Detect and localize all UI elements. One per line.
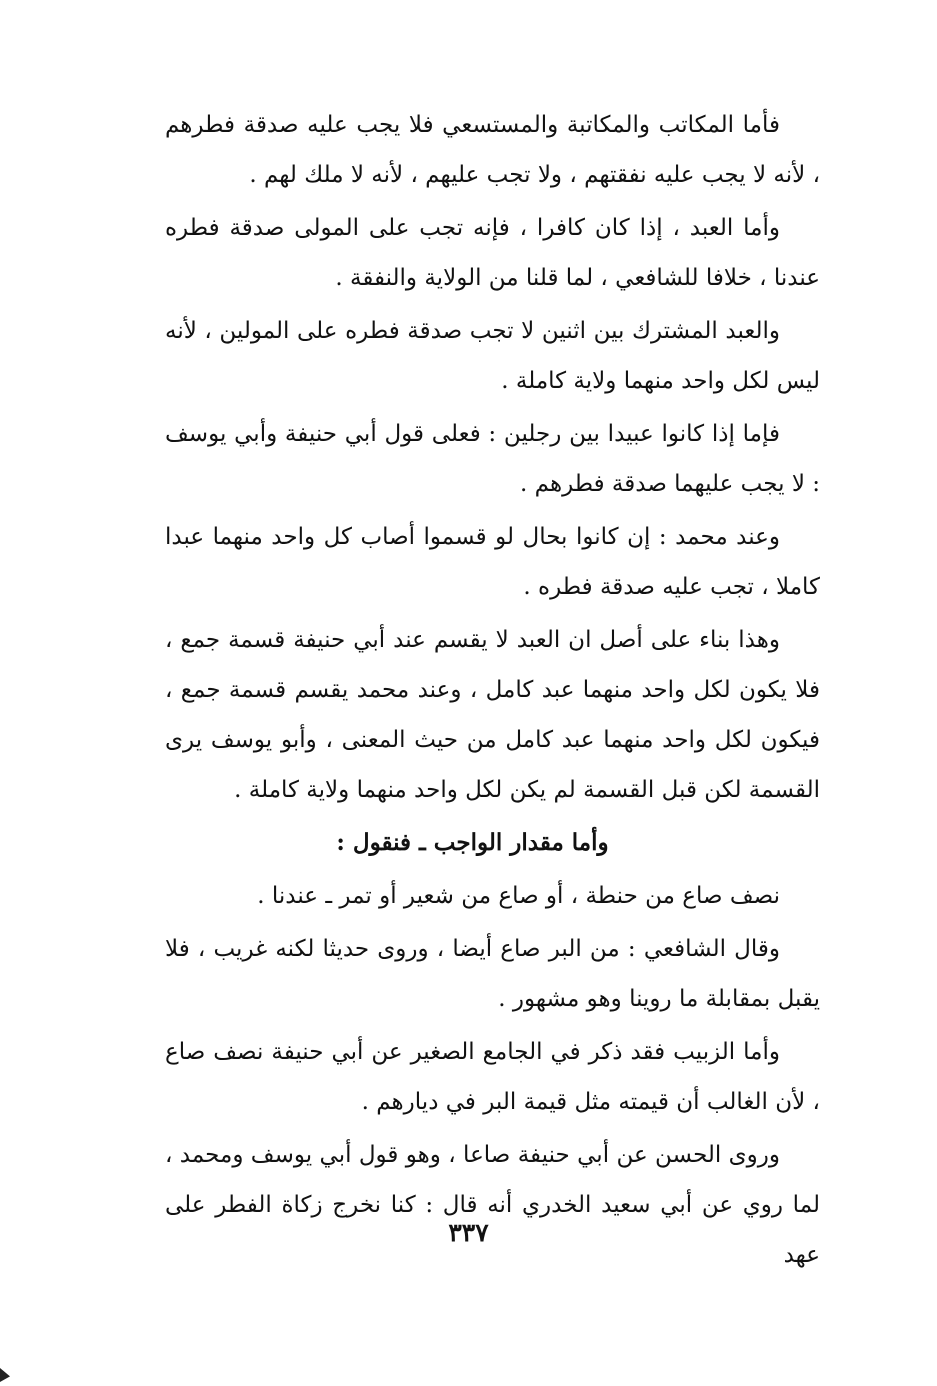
paragraph-shafii-view: وقال الشافعي : من البر صاع أيضا ، وروى حديثا لكنه غريب ، فلا يقبل بمقابلة ما روينا وهو مشهور .: [165, 936, 820, 1012]
paragraph-raisins: وأما الزبيب فقد ذكر في الجامع الصغير عن أبي حنيفة نصف صاع ، لأن الغالب أن قيمته مثل قيمة البر في ديارهم .: [165, 1039, 820, 1115]
paragraph-two-masters: فإما إذا كانوا عبيدا بين رجلين : فعلى قول أبي حنيفة وأبي يوسف : لا يجب عليهما صدقة فطرهم .: [165, 421, 820, 497]
page-body: [165, 100, 820, 1283]
paragraph-hasan-narration: وروى الحسن عن أبي حنيفة صاعا ، وهو قول أبي يوسف ومحمد ، لما روي عن أبي سعيد الخدري أنه قال : كنا نخرج زكاة الفطر على عهد: [165, 1142, 820, 1268]
section-heading: وأما مقدار الواجب ـ فنقول :: [336, 829, 609, 856]
paragraph-kafir-slave: وأما العبد ، إذا كان كافرا ، فإنه تجب على المولى صدقة فطره عندنا ، خلافا للشافعي ، لما قلنا من الولاية والنفقة .: [165, 215, 820, 291]
paragraph-muhammad-view: وعند محمد : إن كانوا بحال لو قسموا أصاب كل واحد منهما عبدا كاملا ، تجب عليه صدقة فطره .: [165, 524, 820, 600]
paragraph-division-basis: وهذا بناء على أصل ان العبد لا يقسم عند أبي حنيفة قسمة جمع ، فلا يكون لكل واحد منهما عبد كامل ، وعند محمد يقسم قسمة جمع ، فيكون لكل واحد منهما عبد كامل من حيث المعنى ، وأبو يوسف يرى القسمة لكن قبل القسمة لم يكن لكل واحد منهما ولاية كاملة .: [165, 627, 820, 803]
page-number: ٣٣٧: [448, 1218, 489, 1247]
scan-edge-mark: [0, 1368, 10, 1382]
paragraph-mukatab: فأما المكاتب والمكاتبة والمستسعي فلا يجب عليه صدقة فطرهم ، لأنه لا يجب عليه نفقتهم ، ولا تجب عليهم ، لأنه لا ملك لهم .: [165, 112, 820, 188]
paragraph-shared-slave: والعبد المشترك بين اثنين لا تجب صدقة فطره على المولين ، لأنه ليس لكل واحد منهما ولاية كاملة .: [165, 318, 820, 394]
paragraph-amount: نصف صاع من حنطة ، أو صاع من شعير أو تمر ـ عندنا .: [257, 883, 780, 909]
